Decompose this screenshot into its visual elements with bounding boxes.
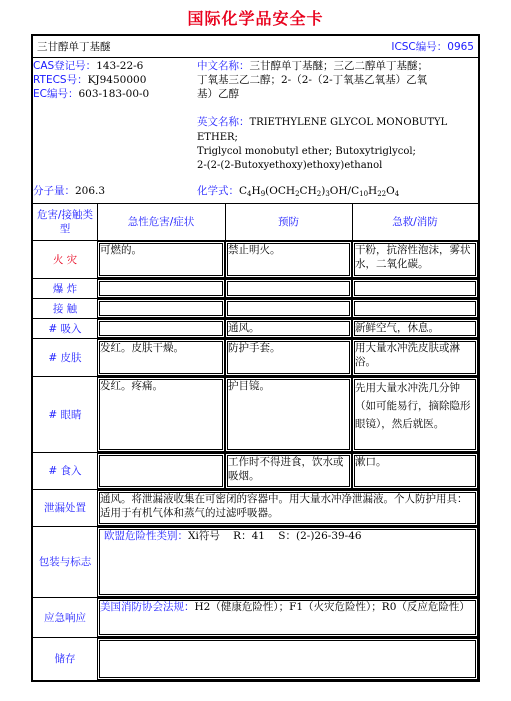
emergency-content: 美国消防协会法规：H2（健康危险性）；F1（火灾危险性）；R0（反应危险性） xyxy=(97,598,478,637)
safety-card xyxy=(31,34,480,682)
explosion-acute xyxy=(97,279,225,298)
explosion-prevent xyxy=(225,279,352,298)
divider xyxy=(33,298,478,299)
explosion-aid xyxy=(352,279,478,298)
skin-prevent: 防护手套。 xyxy=(225,339,352,376)
chinese-names: 中文名称：三甘醇单丁基醚；三乙二醇单丁基醚； 丁氧基三乙二醇；2-（2-（2-丁氧基乙氧基）乙氧 基）乙醇 xyxy=(197,60,428,100)
divider xyxy=(33,278,478,279)
divider xyxy=(225,204,226,489)
contact-acute xyxy=(97,299,225,318)
section-label-emergency: 应急响应 xyxy=(44,611,86,624)
fire-acute: 可燃的。 xyxy=(97,241,225,278)
row-label-explosion: 爆 炸 xyxy=(52,282,78,295)
row-label-eyes: # 眼睛 xyxy=(48,408,82,421)
divider xyxy=(33,376,478,377)
divider xyxy=(33,318,478,319)
molecular-weight: 分子量：206.3 xyxy=(33,185,106,197)
skin-aid: 用大量水冲洗皮肤或淋浴。 xyxy=(352,339,478,376)
divider xyxy=(352,204,353,489)
divider xyxy=(97,204,98,489)
section-label-packaging: 包装与标志 xyxy=(38,556,92,568)
fire-prevent: 禁止明火。 xyxy=(225,241,352,278)
eyes-prevent: 护目镜。 xyxy=(225,377,352,452)
inhalation-prevent: 通风。 xyxy=(225,319,352,338)
ingestion-prevent: 工作时不得进食，饮水或吸烟。 xyxy=(225,453,352,489)
divider xyxy=(33,57,478,58)
fire-aid: 干粉，抗溶性泡沫，雾状水，二氧化碳。 xyxy=(352,241,478,278)
header-type: 危害/接触类型 xyxy=(36,209,94,235)
inhalation-acute xyxy=(97,319,225,338)
chemical-name: 三甘醇单丁基醚 xyxy=(37,41,111,53)
row-label-inhalation: # 吸入 xyxy=(48,322,82,335)
card-title: 国际化学品安全卡 xyxy=(187,9,324,28)
eyes-acute: 发红。疼痛。 xyxy=(97,377,225,452)
header-acute: 急性危害/症状 xyxy=(127,216,195,228)
divider xyxy=(97,490,98,680)
section-label-spill: 泄漏处置 xyxy=(44,502,86,514)
identifiers: CAS登记号：143-22-6 RTECS号：KJ9450000 EC编号：603-183-00-0 xyxy=(33,60,150,100)
icsc-number: ICSC编号：0965 xyxy=(391,41,474,53)
contact-prevent xyxy=(225,299,352,318)
skin-acute: 发红。皮肤干燥。 xyxy=(97,339,225,376)
section-label-storage: 储存 xyxy=(54,653,76,665)
eyes-aid: 先用大量水冲洗几分钟（如可能易行，摘除隐形眼镜），然后就医。 xyxy=(352,377,478,452)
inhalation-aid: 新鲜空气，休息。 xyxy=(352,319,478,338)
row-label-skin: # 皮肤 xyxy=(48,351,82,364)
header-prevent: 预防 xyxy=(278,216,299,228)
ingestion-aid: 漱口。 xyxy=(352,453,478,489)
english-names: 英文名称：TRIETHYLENE GLYCOL MONOBUTYL ETHER; Triglycol monobutyl ether; Butoxytriglycol; 2-(2-(2-Butoxyethoxy)ethoxy)ethanol xyxy=(197,116,448,171)
packaging-content: 欧盟危险性类别：Xi符号 R：41 S：(2-)26-39-46 xyxy=(97,527,478,597)
divider xyxy=(33,338,478,339)
divider xyxy=(33,452,478,453)
row-label-contact: 接 触 xyxy=(52,302,78,315)
contact-aid xyxy=(352,299,478,318)
row-label-ingestion: # 食入 xyxy=(48,465,82,477)
row-label-fire: 火 灾 xyxy=(52,253,78,266)
ingestion-acute xyxy=(97,453,225,489)
divider xyxy=(33,240,478,241)
header-aid: 急救/消防 xyxy=(392,216,438,228)
chemical-formula: 化学式：$C_4H_9(OCH_2CH_2)_3OH/C_{10}H_{22}O_4$ xyxy=(197,185,400,198)
spill-text: 通风。将泄漏液收集在可密闭的容器中。用大量水冲净泄漏液。个人防护用具：适用于有机气体和蒸气的过滤呼吸器。 xyxy=(97,490,478,526)
storage-content xyxy=(97,638,478,680)
